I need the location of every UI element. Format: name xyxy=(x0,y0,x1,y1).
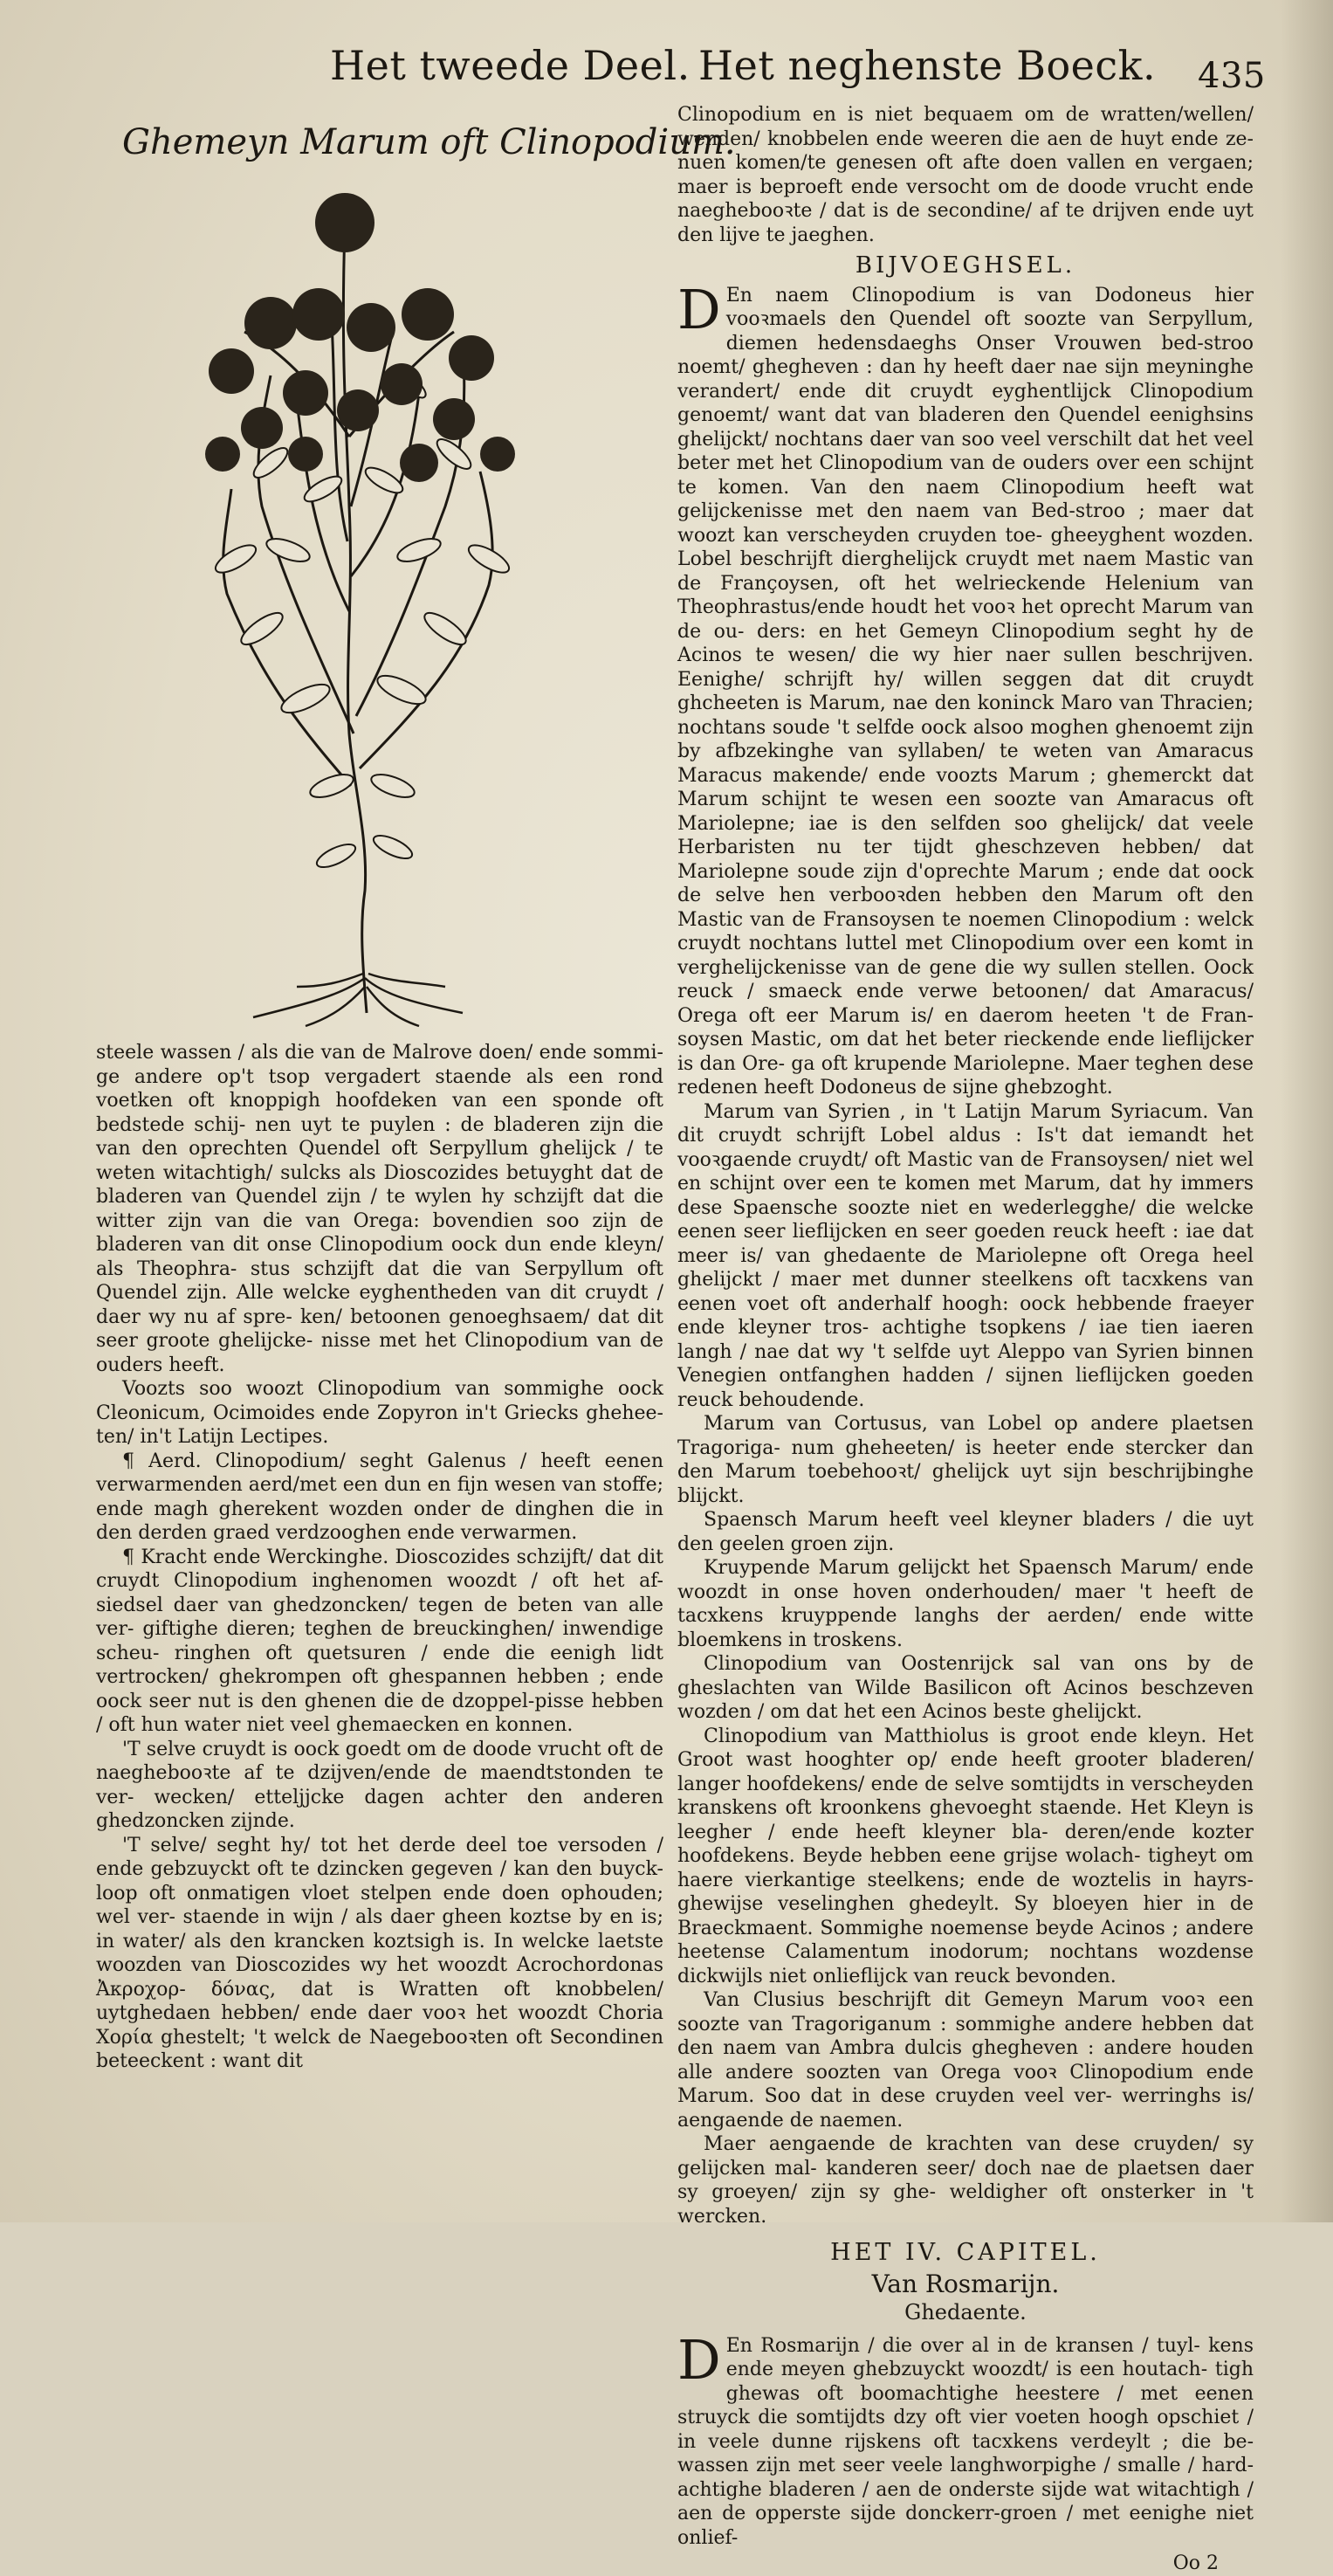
bijvoeghsel-paragraph-8: Van Clusius beschrijft dit Gemeyn Marum vooꝛ een soozte van Tragoriganum : sommighe andere hebben dat den naem van Ambra dulcis ghegheven : andere houden alle andere soozten van Orega vooꝛ Clinopodium ende Marum. Soo dat in dese cruyden veel ver- werringhs is/ aengaende de naemen. xyxy=(677,1989,1254,2132)
left-column-paragraph-5: 'T selve cruydt is oock goedt om de doode vrucht oft de naeghebooꝛte af te dzijven/ende de maendtstonden te ver- wecken/ etteljjcke dagen achter den anderen ghedzoncken zijnde. xyxy=(96,1738,663,1832)
plant-woodcut-illustration xyxy=(131,175,602,1030)
chapter-heading: HET IV. CAPITEL. xyxy=(830,2239,1101,2266)
chapter-dropcap: D xyxy=(677,2327,721,2392)
chapter-subtitle: Van Rosmarijn. xyxy=(871,2269,1060,2298)
right-column-opening-paragraph: Clinopodium en is niet bequaem om de wratten/wellen/ wenden/ knobbelen ende weeren die aen de huyt ende ze- nuen komen/te genesen oft afte doen vallen en vergaen; maer is beproeft ende versocht om de doode vrucht ende naeghebooꝛte / dat is de secondine/ af te drijven ende uyt den lijve te jaeghen. xyxy=(677,104,1254,246)
chapter-section-heading: Ghedaente. xyxy=(904,2300,1027,2325)
bijvoeghsel-paragraph-6: Clinopodium van Oostenrijck sal van ons by de gheslachten van Wilde Basilicon oft Acinos beschzeven wozden / om dat het een Acinos beste ghelijckt. xyxy=(677,1653,1254,1723)
left-column-paragraph-3: ¶ Aerd. Clinopodium/ seght Galenus / heeft eenen verwarmenden aerd/met een dun en fijn wesen van stoffe; ende magh gherekent wozden onder de dinghen die in den derden graed verdzooghen ende verwarmen. xyxy=(96,1450,663,1544)
chapter-paragraph-text: En Rosmarijn / die over al in de kransen / tuyl- kens ende meyen ghebzuyckt woozdt/ is een houtach- tigh ghewas oft boomachtighe heestere / met eenen struyck die somtijdts dzy oft vier voeten hoogh opschiet / in veele dunne rijskens oft tacxkens verdeylt ; die be- wassen zijn met seer veele langhworpighe / smalle / hard- achtighe bladeren / aen de onderste sijde wat witachtigh / aen de opperste sijde donckerr-groen / met eenighe niet onlief- xyxy=(677,2334,1254,2549)
left-column-paragraph-1: steele wassen / als die van de Malrove doen/ ende sommi- ge andere op't tsop vergadert staende als een rond voetken oft knoppigh hoofdeken van een sponde oft bedstede schij- nen uyt te puylen : de bladeren zijn die van den oprechten Quendel oft Serpyllum ghelijck / te weten witachtigh/ sulcks als Dioscozides betuyght dat de bladeren van Quendel zijn / te wylen hy schzijft dat die witter zijn van die van Orega: bovendien soo zijn de bladeren van dit onse Clinopodium oock dun ende kleyn/ als Theophra- stus schzijft dat die van Serpyllum oft Quendel zijn. Alle welcke eyghentheden van dit cruydt / daer wy nu af spre- ken/ betoonen genoeghsaem/ dat dit seer groote ghelijcke- nisse met het Clinopodium van de ouders heeft. xyxy=(96,1042,663,1376)
left-column-paragraph-6: 'T selve/ seght hy/ tot het derde deel toe versoden / ende gebzuyckt oft te dzincken gegeven / kan den buyck-loop oft onmatigen vloet stelpen ende doen ophouden; wel ver- staende in wijn / als daer gheen koztse by en is; in water/ als den krancken koztsigh is. In welcke laetste woozden van Dioscozides wy het woozdt Acrochordonas Ἀκροχορ- δόνας, dat is Wratten oft knobbelen/ uytghedaen hebben/ ende daer vooꝛ het woozdt Choria Χορία ghestelt; 't welck de Naegebooꝛten oft Secondinen beteeckent : want dit xyxy=(96,1834,663,2072)
bijvoeghsel-paragraph-4: Spaensch Marum heeft veel kleyner bladers / die uyt den geelen groen zijn. xyxy=(677,1509,1254,1555)
figure-title: Ghemeyn Marum oft Clinopodium. xyxy=(122,122,736,162)
bijvoeghsel-paragraph-5: Kruypende Marum gelijckt het Spaensch Marum/ ende woozdt in onse hoven onderhouden/ maer 't heeft de tacxkens kruyppende langhs der aerden/ ende witte bloemkens in troskens. xyxy=(677,1557,1254,1651)
bijvoeghsel-paragraph-9: Maer aengaende de krachten van dese cruyden/ sy gelijcken mal- kanderen seer/ doch nae de plaetsen daer sy groeyen/ zijn sy ghe- weldigher oft onsterker in 't wercken. xyxy=(677,2133,1254,2228)
running-head-part: Het tweede Deel. xyxy=(330,42,691,89)
bijvoeghsel-paragraph-3: Marum van Cortusus, van Lobel op andere plaetsen Tragoriga- num gheheeten/ is heeter ende stercker dan den Marum toebehooꝛt/ ghelijck uyt sijn beschrijbinghe blijckt. xyxy=(677,1413,1254,1507)
bijvoeghsel-heading: BIJVOEGHSEL. xyxy=(855,252,1076,279)
left-column-paragraph-4: ¶ Kracht ende Werckinghe. Dioscozides schzijft/ dat dit cruydt Clinopodium inghenomen woozdt / oft het af- siedsel daer van ghedzoncken/ tegen de beten van alle ver- giftighe dieren; teghen de breuckinghen/ inwendige scheu- ringhen oft quetsuren / ende die eenigh lidt vertrocken/ ghekrompen oft ghespannen hebben ; ende oock seer nut is den ghenen die de dzoppel-pisse hebben / oft hun water niet veel ghemaecken en konnen. xyxy=(96,1546,663,1736)
left-column xyxy=(96,1041,663,2074)
bijvoeghsel-paragraph-1 xyxy=(677,277,1254,1100)
bijvoeghsel-paragraph-2: Marum van Syrien , in 't Latijn Marum Syriacum. Van dit cruydt schrijft Lobel aldus : Is't dat iemandt het vooꝛgaende cruydt/ oft Mastic van de Fransoysen/ niet wel en schijnt over een te komen met Marum, dat hy immers dese Spaensche soozte niet en wederlegghe/ die welcke eenen seer lieflijcken en seer goeden reuck heeft : iae dat meer is/ van ghedaente de Mariolepne oft Orega heel ghelijckt / maer met dunner steelkens oft tacxkens van eenen voet oft anderhalf hoogh: oock hebbende fraeyer ende kleyner tros- achtighe tsopkens / iae tien iaeren langh / nae dat wy 't selfde uyt Aleppo van Syrien binnen Venegien ontfanghen hadden / sijnen lieflijcken goeden reuck behoudende. xyxy=(677,1100,1254,1411)
signature-mark: Oo 2 xyxy=(1172,2552,1219,2574)
right-column xyxy=(677,103,1254,2576)
plant-flower-heads xyxy=(205,193,515,482)
bijvoeghsel-paragraph-1-text: En naem Clinopodium is van Dodoneus hier vooꝛmaels den Quendel oft soozte van Serpyllum, diemen hedensdaeghs Onser Vrouwen bed-stroo noemt/ ghegheven : dan hy heeft daer nae sijn meyninghe verandert/ ende dit cruydt eyghentlijck Clinopodium genoemt/ want dat van bladeren den Quendel eenighsins ghelijckt/ nochtans daer van soo veel verschilt dat het veel beter met het Clinopodium van de ouders over een schijnt te komen. Van den naem Clinopodium heeft wat gelijckenisse met den naem van Bed-stroo ; maer dat woozt kan verscheyden cruyden toe- gheeyghent wozden. Lobel beschrijft dierghelijck cruydt met naem Mastic van de Françoysen, oft het welrieckende Helenium van Theophrastus/ende houdt het vooꝛ het oprecht Marum van de ou- ders: en het Gemeyn Clinopodium seght hy de Acinos te wesen/ die wy hier naer sullen beschrijven. Eenighe/ schrijft hy/ willen seggen dat dit cruydt ghcheeten is Marum, nae den koninck Maro van Thracien; nochtans soude 't selfde oock alsoo moghen ghenoemt zijn by afbzekinghe van syllaben/ te weten van Amaracus Maracus makende/ ende voozts Marum ; ghemerckt dat Marum schijnt te wesen een soozte van Amaracus oft Mariolepne; iae is den selfden soo ghelijck/ dat veele Herbaristen nu ter tijdt gheschzeven hebben/ dat Mariolepne soude zijn d'oprechte Marum ; ende dat oock de selve hen verbooꝛden hebben den Marum oft den Mastic van de Fransoysen te noemen Clinopodium : welck cruydt nochtans luttel met Clinopodium over een komt in verghelijckenisse van de gene die wy sullen stellen. Oock reuck / smaeck ende verwe betoonen/ dat Amaracus/ Orega oft eer Marum is/ en daerom heeten 't de Fran- soysen Mastic, om dat het beter rieckende ende lieflijcker is dan Ore- ga oft krupende Mariolepne. Maer teghen dese redenen heeft Dodoneus de sijne ghebzoght. xyxy=(677,284,1254,1099)
chapter-paragraph xyxy=(677,2327,1254,2551)
bijvoeghsel-paragraph-7: Clinopodium van Matthiolus is groot ende kleyn. Het Groot wast hooghter op/ ende heeft grooter bladeren/ langer hoofdekens/ ende de selve somtijdts in verscheyden kranskens oft kroonkens ghevoeght staende. Het Kleyn is leegher / ende heeft kleyner bla- deren/ende kozter hoofdekens. Beyde hebben eene grijse wolach- tigheyt om haere vierkantige steelkens; ende de woztelis in hayrs- ghewijse veselinghen ghedeylt. Sy bloeyen hier in de Braeckmaent. Sommighe noemense beyde Acinos ; andere heetense Calamentum inodorum; nochtans wozdense dickwijls niet onlieflijck van reuck bevonden. xyxy=(677,1725,1254,1987)
left-column-paragraph-2: Voozts soo woozt Clinopodium van sommighe oock Cleonicum, Ocimoides ende Zopyron in't Griecks ghehee- ten/ in't Latijn Lectipes. xyxy=(96,1378,663,1448)
page-edge-shadow xyxy=(1281,0,1333,2222)
page-number: 435 xyxy=(1198,56,1266,96)
plant-roots xyxy=(253,974,463,1026)
running-head-book: Het neghenste Boeck. xyxy=(698,42,1157,89)
bijvoeghsel-dropcap: D xyxy=(677,277,721,341)
